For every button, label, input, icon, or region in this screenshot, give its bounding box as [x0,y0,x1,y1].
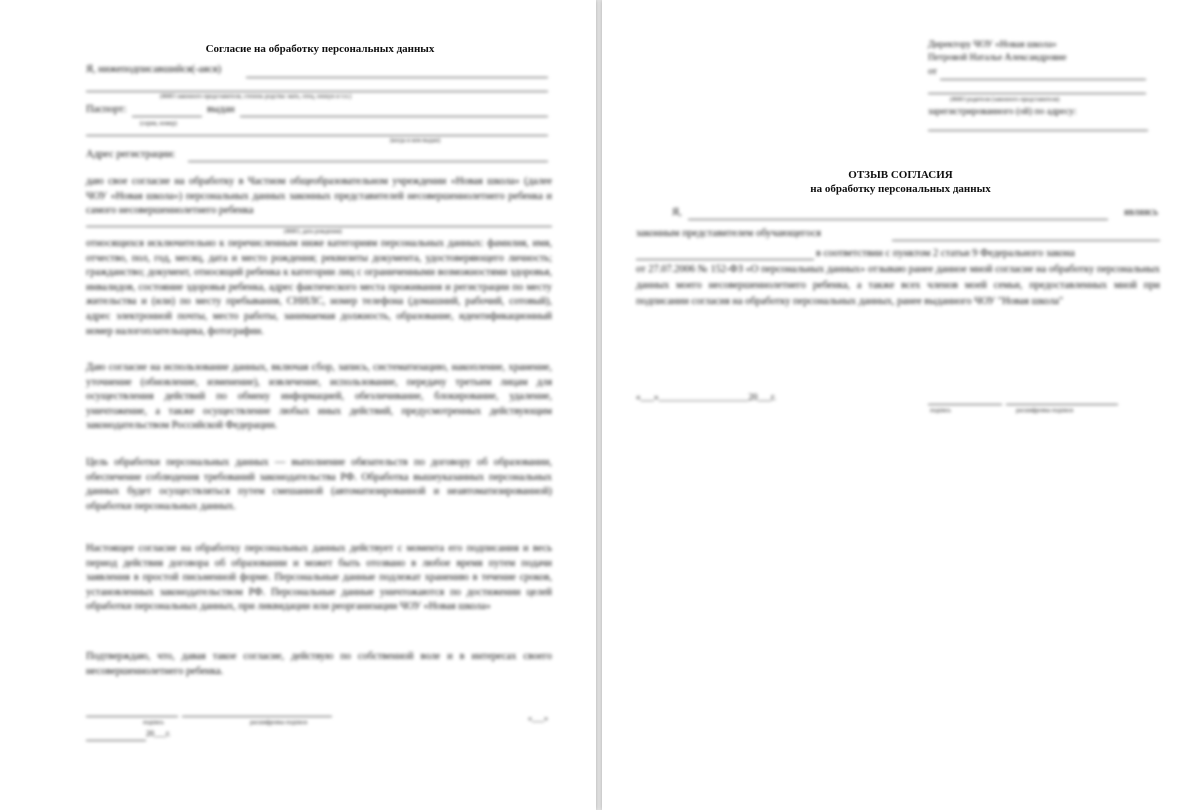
signature-line [86,716,178,717]
ya-line [688,219,1108,220]
caption-fio: (ФИО законного представителя, степень родства: мать, отец, опекун и т.п.) [160,94,352,100]
revocation-page [602,0,1199,810]
student-line [636,259,814,260]
registered-label: зарегистрированного (ой) по адресу: [928,107,1077,117]
issued-line [240,116,548,117]
ya-label: Я, [672,207,682,218]
from-line-2 [928,93,1146,94]
consent-paragraph-4: Цель обработки персональных данных — выполнение обязательств по договору об образовании, обеспечение соблюдения требований законодательства РФ. Обработка вышеуказанных персональных данных будет осуществляться путем смешанной (автоматизированной и неавтоматизированной) обработки персональных данных. [86,457,552,512]
rep-label: законным представителем обучающегося [636,228,821,239]
address-label: Адрес регистрации: [86,149,176,160]
issued-label: выдан [207,104,235,115]
from-label: от [928,67,937,77]
caption-parent: (ФИО родителя (законного представителя) [950,97,1060,103]
rep-line [892,240,1160,241]
revocation-body-text: от 27.07.2006 № 152-ФЗ «О персональных данных» отзываю ранее данное мной согласие на обработку персональных данных моего несовершеннолетнего ребенка, а также всех членов моей семьи, предоставленных мной при подписании согласия на обработку персональных данных, ранее выданного ЧОУ "Новая школа" [636,264,1160,307]
child-line [86,226,552,227]
consent-paragraph-2: относящихся исключительно к перечисленным ниже категориям персональных данных: фамилия, имя, отчество, пол, год, месяц, дата и место рождения; реквизиты документа, удостоверяющего личность; гражданство; документ, относящий ребенка к категории лиц с ограниченными возможностями здоровья, инвалидов, состояние здоровья ребенка, адрес фактического места проживания и регистрации по месту жительства и (или) по месту пребывания, СНИЛС, номер телефона (домашний, рабочий, сотовый), адрес электронной почты, место работы, занимаемая должность, образование, идентификационный номер налогоплательщика, фотографии. [86,238,552,337]
field-name-label: Я, нижеподписавшийся(-аяся) [86,64,222,75]
date-line [86,740,146,741]
consent-paragraph-5: Настоящее согласие на обработку персональных данных действует с момента его подписания и весь период действия договора об образовании и может быть отозвано в любое время путем подачи заявления в простой письменной форме. Персональные данные подлежат хранению в течение сроков, установленных законодательством РФ. Персональные данные уничтожаются по достижении целей обработки персональных данных, при ликвидации или реорганизации ЧОУ «Новая школа» [86,543,552,613]
revocation-signature-caption: подпись [930,408,951,414]
consent-paragraph-3: Даю согласие на использование данных, включая сбор, запись, систематизацию, накопление, хранение, уточнение (обновление, изменение), извлечение, использование, передачу третьим лицам для осуществления действий по обмену информацией, обезличивание, блокирование, удаление, уничтожение, а также осуществление любых иных действий, предусмотренных действующим законодательством Российской Федерации. [86,362,552,432]
revocation-subtitle: на обработку персональных данных [810,183,991,195]
passport-label: Паспорт: [86,104,127,115]
consent-paragraph-1: даю свое согласие на обработку в Частном общеобразовательном учреждении «Новая школа» (далее ЧОУ «Новая школа») персональных данных законных представителей несовершеннолетнего ребенка и самого несовершеннолетнего ребенка [86,176,552,217]
revocation-title: ОТЗЫВ СОГЛАСИЯ [848,169,953,181]
caption-child: (ФИО, дата рождения) [284,229,342,235]
consent-page [0,0,596,810]
from-line [940,79,1146,80]
caption-issuer: (когда и кем выдан) [390,138,441,144]
field-name-line [246,77,548,78]
signature-decode-line [182,716,332,717]
revocation-decode-caption: расшифровка подписи [1016,408,1074,414]
revocation-date: «___»____________________20___г. [636,392,776,402]
being-label: являясь [1124,207,1158,218]
date-quote: «___» [528,714,548,723]
signature-decode-caption: расшифровка подписи [250,720,308,726]
field-name-line-2 [86,91,548,92]
addressee-line-1: Директору ЧОУ «Новая школа» [928,40,1057,50]
revocation-signature-line [928,404,1002,405]
consent-paragraph-6: Подтверждаю, что, давая такое согласие, действую по собственной воле и в интересах своего несовершеннолетнего ребенка. [86,651,552,677]
address-line [188,161,548,162]
issued-line-2 [86,135,548,136]
addressee-line-2: Петровой Наталье Александровне [928,53,1067,63]
caption-series: (серия, номер) [140,121,177,127]
date-year: 20___г. [146,729,171,738]
consent-title: Согласие на обработку персональных данных [205,43,435,55]
registered-line [928,130,1148,131]
passport-line [132,116,202,117]
law-reference: в соответствии с пунктом 2 статьи 9 Федерального закона [816,248,1075,259]
signature-caption: подпись [143,720,164,726]
revocation-decode-line [1006,404,1118,405]
